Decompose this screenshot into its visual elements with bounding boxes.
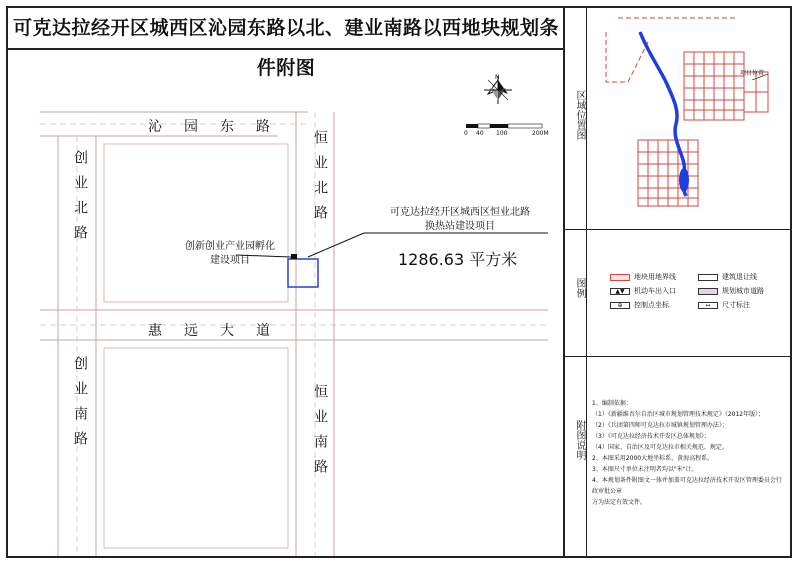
project-parcel — [288, 259, 318, 287]
title-row — [8, 8, 564, 79]
panel-divider-2 — [565, 356, 790, 357]
building-marker — [291, 254, 297, 259]
right-panel-label-divider — [586, 8, 587, 556]
legend-vehicle-entrance — [610, 286, 676, 296]
note-line-7: 3、本图尺寸单位未注明者均以"米"计。 — [592, 466, 698, 473]
location-inset-map — [588, 12, 788, 226]
legend-setback-line — [698, 272, 757, 282]
legend-label-entrance: 机动车出入口 — [634, 287, 676, 295]
map-title: 可克达拉经开区城西区沁园东路以北、建业南路以西地块规划条件附图 — [12, 17, 559, 79]
notes-block — [592, 398, 787, 508]
inset-river — [640, 32, 686, 196]
note-line-5: （4）国家、自治区及可克达拉市相关规范、规定。 — [592, 444, 728, 451]
note-line-8: 4、本规划条件附图文一体并加盖可克达拉经济技术开发区管理委员会行政审批公章 — [592, 477, 782, 495]
legend-swatch-road — [698, 288, 718, 295]
area-label: 1286.63 平方米 — [398, 250, 518, 269]
entrance-icon: ▲▼ — [610, 288, 630, 295]
block-outline — [104, 144, 288, 302]
road-label-chuangye-south: 创业南路 — [72, 356, 88, 456]
note-line-9: 方为法定有效文件。 — [592, 499, 647, 506]
scale-tick-0: 0 — [464, 130, 468, 137]
inset-lake — [679, 168, 689, 192]
legend-planned-road — [698, 286, 764, 296]
legend-label-control: 控制点坐标 — [634, 301, 669, 309]
scale-tick-40: 40 — [476, 130, 484, 137]
legend-label-parcel: 地块用地界线 — [634, 273, 676, 281]
note-line-4: （3）《可克达拉经济技术开发区总体规划》； — [592, 433, 710, 440]
road-label-huiyuan: 惠远大道 — [148, 323, 292, 339]
road-label-qinyuan-east: 沁园东路 — [148, 119, 292, 135]
side-label-legend: 图例 — [574, 278, 585, 298]
north-label: N — [495, 74, 500, 81]
incubator-label: 创新创业产业园孵化 建设项目 — [185, 241, 275, 266]
block-outline-south — [104, 348, 288, 548]
note-line-3: （2）《兵团第四师可克达拉市城镇规划管理办法》； — [592, 422, 728, 429]
legend-control-point — [610, 300, 669, 310]
legend-label-dimension: 尺寸标注 — [722, 301, 750, 309]
inset-project-location-label: 项目位置 — [740, 70, 765, 77]
project-leader-line — [308, 233, 364, 257]
road-label-chuangye-north: 创业北路 — [72, 150, 88, 250]
dimension-icon: ↔ — [698, 302, 718, 309]
road-huiyuan-lines — [40, 310, 548, 340]
note-line-2: （1）《新疆维吾尔自治区城市规划管理技术规定》（2012年版）； — [592, 411, 765, 418]
legend-label-road: 规划城市道路 — [722, 287, 764, 295]
note-line-1: 1、编制依据： — [592, 400, 632, 407]
road-label-hengye-north: 恒业北路 — [312, 130, 328, 230]
panel-divider-1 — [565, 229, 790, 230]
side-label-notes: 附图说明 — [574, 420, 585, 460]
legend-dimension — [698, 300, 750, 310]
road-label-hengye-south: 恒业南路 — [312, 384, 328, 484]
legend-parcel-boundary — [610, 272, 676, 282]
note-line-6: 2、本图采用2000大地坐标系，黄海高程系。 — [592, 455, 714, 462]
project-label: 可克达拉经开区城西区恒业北路 换热站建设项目 — [390, 207, 530, 232]
legend-swatch-setback — [698, 274, 718, 281]
legend-swatch-parcel — [610, 274, 630, 281]
legend-label-setback: 建筑退让线 — [722, 273, 757, 281]
scale-bar — [466, 124, 542, 128]
scale-tick-100: 100 — [496, 130, 508, 137]
scale-tick-200: 200M — [532, 130, 549, 137]
side-label-location: 区域位置图 — [574, 90, 585, 140]
control-point-icon: ⊕ — [610, 302, 630, 309]
